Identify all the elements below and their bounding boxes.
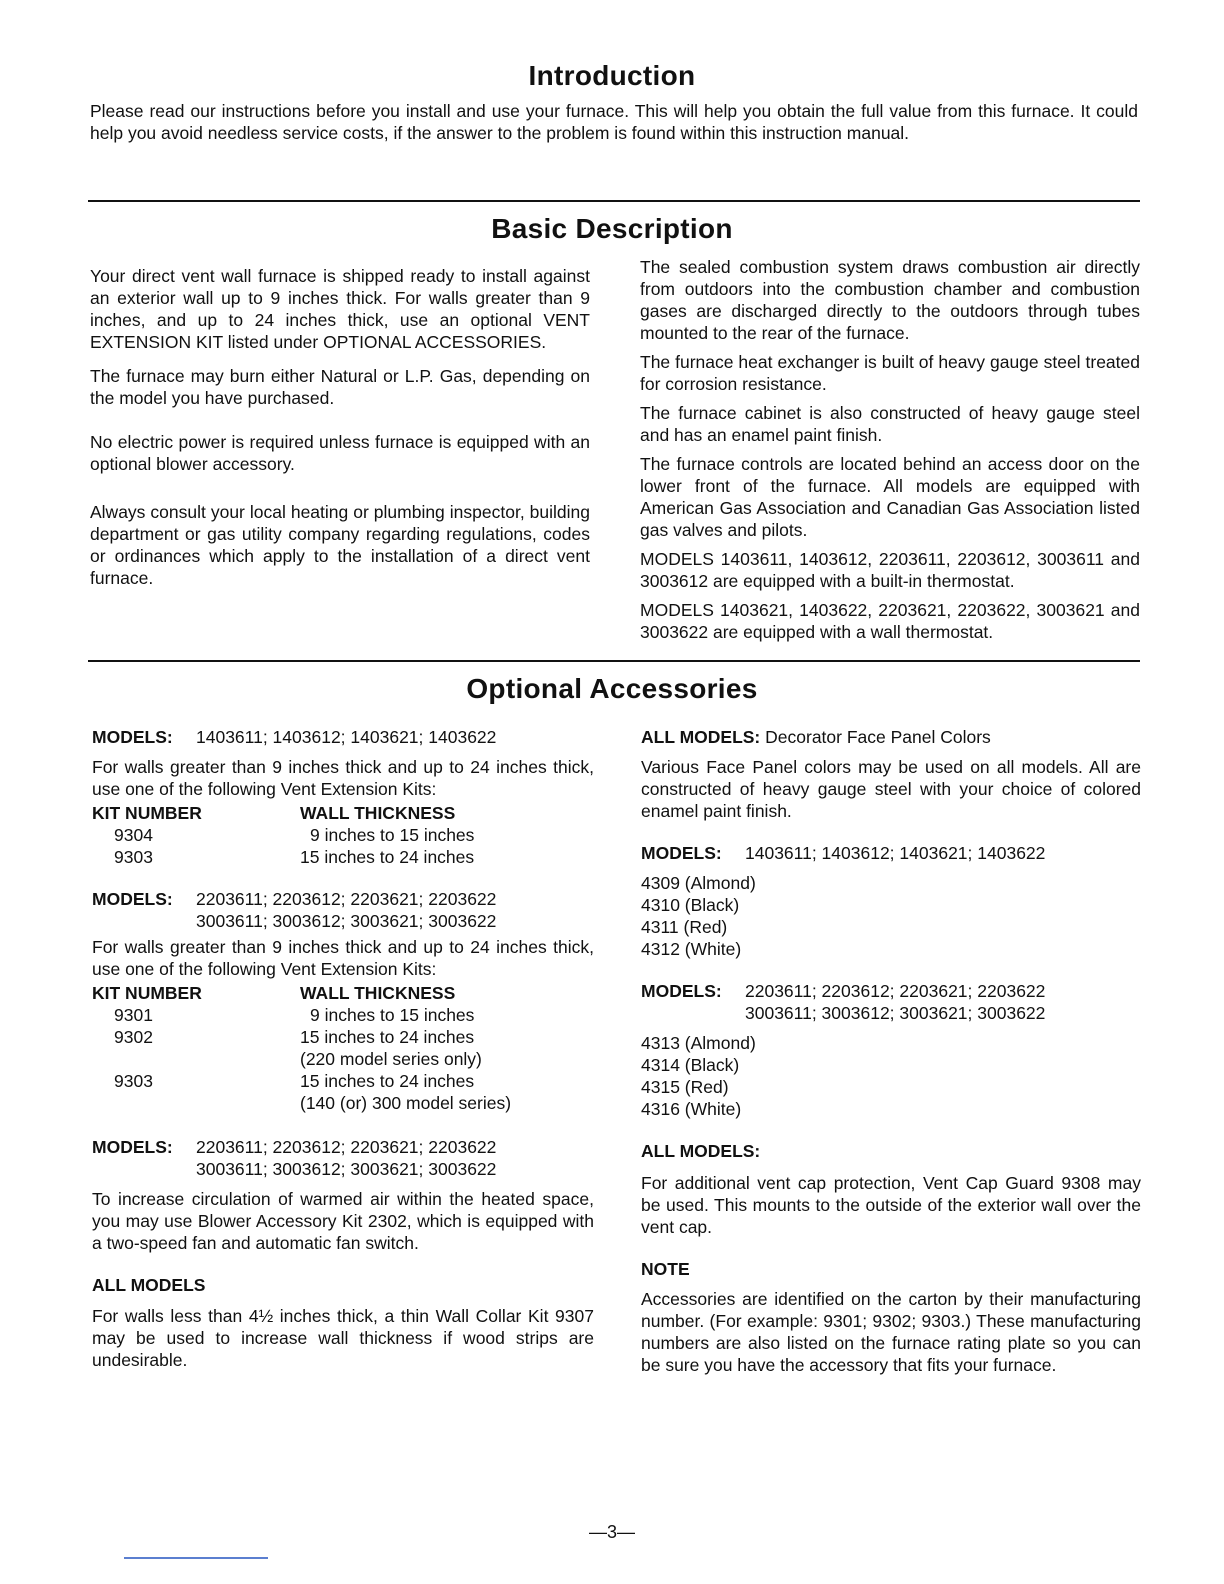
vent-cap-heading: ALL MODELS:: [641, 1141, 761, 1161]
models-value-line: 3003611; 3003612; 3003621; 3003622: [196, 911, 497, 931]
kit-wall-value: 15 inches to 24 inches: [300, 1027, 475, 1047]
kit-number: 9304: [114, 825, 153, 845]
kit-number: 9302: [114, 1027, 153, 1047]
models-label: MODELS:: [641, 981, 722, 1001]
decorator-title: Decorator Face Panel Colors: [765, 727, 991, 747]
blower-kit-text: To increase circulation of warmed air within the heated space, you may use Blower Accessory Kit 2302, which is equipped with a two-speed fan and automatic fan switch.: [92, 1189, 594, 1253]
introduction-heading: Introduction: [528, 60, 696, 91]
optional-left-column: [92, 726, 594, 1371]
kit-number: 9303: [114, 1071, 153, 1091]
color-item: 4309 (Almond): [641, 873, 756, 893]
note-heading: NOTE: [641, 1259, 690, 1279]
models-values: [196, 888, 496, 932]
optional-right-column: [641, 726, 1141, 1376]
decorator-text: Various Face Panel colors may be used on all models. All are constructed of heavy gauge steel with your choice of colored enamel paint finish.: [641, 757, 1141, 821]
footer-line: [124, 1557, 268, 1559]
models-label: MODELS:: [92, 889, 173, 909]
color-item: 4315 (Red): [641, 1077, 729, 1097]
models-value-line: 2203611; 2203612; 2203621; 2203622: [196, 889, 497, 909]
kit-wall-thickness: 15 inches to 24 inches: [300, 847, 475, 867]
kit-row: [92, 1026, 594, 1070]
color-item: 4314 (Black): [641, 1055, 740, 1075]
basic-right-paragraph: The sealed combustion system draws combustion air directly from outdoors into the combustion chamber and combustion gases are discharged directly to the outdoors through tubes mounted to the rear of the furnace.: [640, 257, 1140, 343]
kit-number: 9303: [114, 847, 153, 867]
models-line: [92, 888, 594, 932]
models-value-line: 3003611; 3003612; 3003621; 3003622: [196, 1159, 497, 1179]
vent-extension-text: For walls greater than 9 inches thick and up to 24 inches thick, use one of the following Vent Extension Kits:: [92, 937, 594, 979]
kit-wall-note: (140 (or) 300 model series): [300, 1093, 512, 1113]
basic-left-paragraph: No electric power is required unless furnace is equipped with an optional blower accessory.: [90, 432, 590, 474]
models-value-line: 1403611; 1403612; 1403621; 1403622: [196, 727, 497, 747]
models-values: [745, 842, 1045, 864]
wall-thickness-header: WALL THICKNESS: [300, 983, 456, 1003]
kit-number: 9301: [114, 1005, 153, 1025]
basic-description-heading: Basic Description: [491, 213, 733, 244]
wall-thickness-header: WALL THICKNESS: [300, 803, 456, 823]
kit-number-header: KIT NUMBER: [92, 803, 202, 823]
basic-right-paragraph: The furnace cabinet is also constructed of heavy gauge steel and has an enamel paint finish.: [640, 403, 1140, 445]
kit-row: [92, 824, 594, 846]
color-item: 4312 (White): [641, 939, 742, 959]
basic-left-paragraph: Your direct vent wall furnace is shipped ready to install against an exterior wall up to 9 inches thick. For walls greater than 9 inches, and up to 24 inches thick, use an optional VENT EXTENSION KIT listed under OPTIONAL ACCESSORIES.: [90, 266, 590, 352]
kit-table-header: [92, 802, 594, 824]
divider-2: [88, 660, 1140, 662]
optional-accessories-heading: Optional Accessories: [466, 673, 758, 704]
models-line: [641, 842, 1141, 864]
basic-right-paragraph: MODELS 1403621, 1403622, 2203621, 2203622, 3003621 and 3003622 are equipped with a wall thermostat.: [640, 600, 1140, 642]
models-line: [92, 1136, 594, 1180]
models-value-line: 3003611; 3003612; 3003621; 3003622: [745, 1003, 1046, 1023]
kit-wall-thickness: [300, 1070, 594, 1114]
models-line: [92, 726, 594, 748]
color-item: 4311 (Red): [641, 917, 728, 937]
kit-row: [92, 846, 594, 868]
models-values: [196, 1136, 496, 1180]
basic-description-right: [640, 256, 1140, 643]
wall-collar-text: For walls less than 4½ inches thick, a thin Wall Collar Kit 9307 may be used to increase wall thickness if wood strips are undesirable.: [92, 1306, 594, 1370]
color-item: 4310 (Black): [641, 895, 740, 915]
basic-left-paragraph: The furnace may burn either Natural or L.P. Gas, depending on the model you have purchased.: [90, 366, 590, 408]
models-value-line: 1403611; 1403612; 1403621; 1403622: [745, 843, 1046, 863]
vent-cap-text: For additional vent cap protection, Vent Cap Guard 9308 may be used. This mounts to the outside of the exterior wall over the vent cap.: [641, 1173, 1141, 1237]
kit-row: [92, 1070, 594, 1114]
color-item: 4316 (White): [641, 1099, 742, 1119]
all-models-label: ALL MODELS:: [641, 727, 761, 747]
note-text: Accessories are identified on the carton by their manufacturing number. (For example: 9301; 9302; 9303.) These manufacturing numbers are also listed on the furnace rating plate so you can be sure you have the accessory that fits your furnace.: [641, 1289, 1141, 1375]
kit-wall-value: 15 inches to 24 inches: [300, 1071, 475, 1091]
vent-extension-text: For walls greater than 9 inches thick and up to 24 inches thick, use one of the following Vent Extension Kits:: [92, 757, 594, 799]
color-list: [641, 1032, 1141, 1120]
decorator-line: [641, 726, 1141, 748]
basic-right-paragraph: MODELS 1403611, 1403612, 2203611, 2203612, 3003611 and 3003612 are equipped with a built-in thermostat.: [640, 549, 1140, 591]
introduction-section: [90, 100, 1138, 144]
basic-right-paragraph: The furnace controls are located behind an access door on the lower front of the furnace. All models are equipped with American Gas Association and Canadian Gas Association listed gas valves and pilots.: [640, 454, 1140, 540]
basic-left-paragraph: Always consult your local heating or plumbing inspector, building department or gas utility company regarding regulations, codes or ordinances which apply to the installation of a direct vent furnace.: [90, 502, 590, 588]
models-line: [641, 980, 1141, 1024]
kit-row: [92, 1004, 594, 1026]
kit-wall-note: (220 model series only): [300, 1049, 482, 1069]
models-value-line: 2203611; 2203612; 2203621; 2203622: [745, 981, 1046, 1001]
kit-wall-thickness: 9 inches to 15 inches: [310, 825, 475, 845]
models-label: MODELS:: [641, 843, 722, 863]
color-list: [641, 872, 1141, 960]
models-value-line: 2203611; 2203612; 2203621; 2203622: [196, 1137, 497, 1157]
models-values: [196, 726, 496, 748]
kit-table-header: [92, 982, 594, 1004]
basic-description-left: [90, 265, 590, 589]
models-label: MODELS:: [92, 1137, 173, 1157]
all-models-heading: ALL MODELS: [92, 1275, 206, 1295]
models-values: [745, 980, 1045, 1024]
kit-wall-thickness: 9 inches to 15 inches: [310, 1005, 475, 1025]
introduction-text: Please read our instructions before you install and use your furnace. This will help you obtain the full value from this furnace. It could help you avoid needless service costs, if the answer to the problem is found within this instruction manual.: [90, 101, 1138, 143]
kit-wall-thickness: [300, 1026, 594, 1070]
color-item: 4313 (Almond): [641, 1033, 756, 1053]
divider-1: [88, 200, 1140, 202]
models-label: MODELS:: [92, 727, 173, 747]
kit-number-header: KIT NUMBER: [92, 983, 202, 1003]
page-number: —3—: [588, 1522, 635, 1542]
basic-right-paragraph: The furnace heat exchanger is built of heavy gauge steel treated for corrosion resistance.: [640, 352, 1140, 394]
